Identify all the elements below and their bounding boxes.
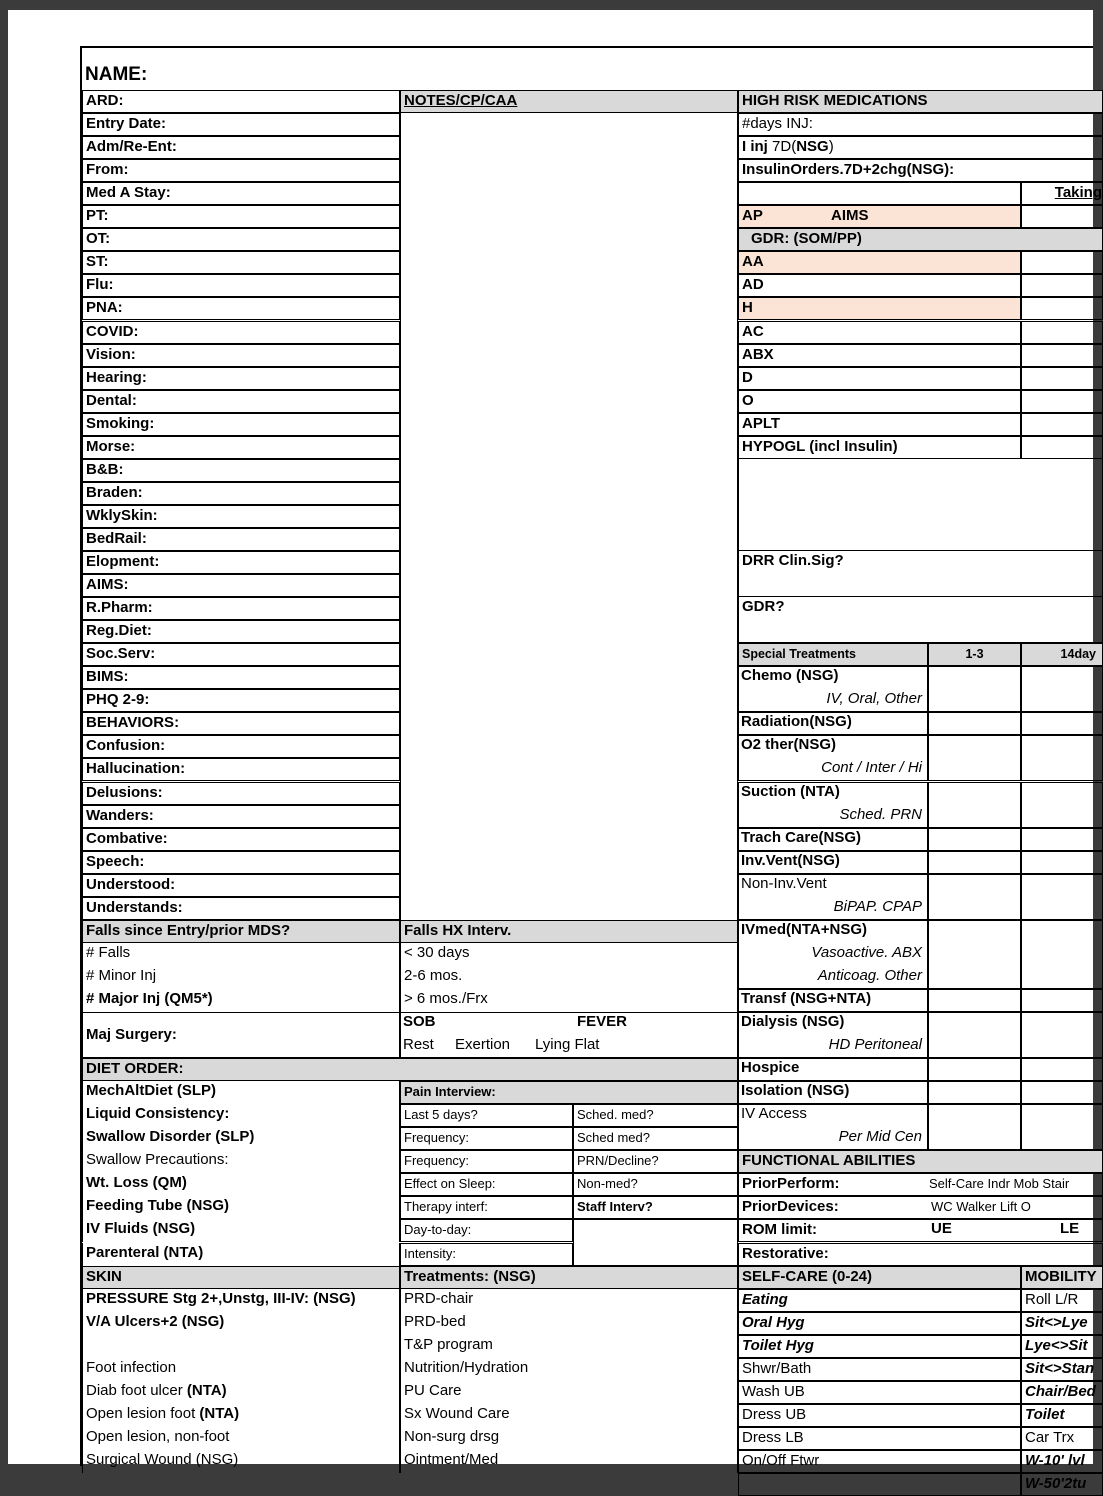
skin-open-lesion-foot <box>82 1404 400 1427</box>
pain-right-row: Non-med? <box>573 1173 738 1196</box>
hrm-blank-area <box>738 459 1103 551</box>
taking-cell <box>1021 367 1103 390</box>
pain-left-row: Effect on Sleep: <box>400 1173 573 1196</box>
dialysis-options: HD Peritoneal <box>828 1036 922 1054</box>
suction-options: Sched. PRN <box>839 805 922 823</box>
hrm-med-row: H <box>738 297 1021 320</box>
special-col-14day <box>1021 920 1103 989</box>
mobility-header: MOBILITY <box>1021 1266 1103 1289</box>
nta-tag: (NTA) <box>199 1404 240 1422</box>
iv-access-label: IV Access <box>741 1105 807 1123</box>
restorative: Restorative: <box>738 1243 1103 1266</box>
diet-row: IV Fluids (NSG) <box>82 1219 400 1242</box>
hrm-insulin-orders: InsulinOrders.7D+2chg(NSG): <box>738 159 1103 182</box>
treatment-row: Sx Wound Care <box>400 1404 738 1427</box>
field-label: Speech: <box>82 851 400 874</box>
nta-tag: (NTA) <box>186 1381 227 1399</box>
diab-foot-ulcer-text: Diab foot ulcer <box>86 1381 183 1399</box>
treatment-row: PRD-bed <box>400 1312 738 1335</box>
field-label: OT: <box>82 228 400 251</box>
hrm-med-row: AC <box>738 321 1021 344</box>
field-label: COVID: <box>82 321 400 344</box>
rom-le: LE <box>1060 1220 1080 1238</box>
sob-exertion: Exertion <box>455 1036 511 1054</box>
skin-pressure: PRESSURE Stg 2+,Unstg, III-IV: (NSG) <box>82 1289 400 1312</box>
hrm-header: HIGH RISK MEDICATIONS <box>738 90 1103 113</box>
rom-ue: UE <box>931 1220 952 1238</box>
special-col-1-3 <box>928 1081 1021 1104</box>
special-col-1-3 <box>928 989 1021 1012</box>
gdr-som-header: GDR: (SOM/PP) <box>738 228 1103 251</box>
treatments-header: Treatments: (NSG) <box>400 1266 738 1289</box>
notes-area <box>400 113 738 920</box>
field-label: PT: <box>82 205 400 228</box>
fever-label: FEVER <box>577 1013 628 1030</box>
treatment-row: T&P program <box>400 1335 738 1358</box>
pain-left-row: Last 5 days? <box>400 1104 573 1127</box>
taking-cell <box>1021 436 1103 459</box>
taking-cell <box>1021 321 1103 344</box>
treatment-row: Non-surg drsg <box>400 1427 738 1450</box>
isolation-label: Isolation (NSG) <box>741 1082 850 1100</box>
taking-cell <box>1021 344 1103 367</box>
iv-med-options-1: Vasoactive. ABX <box>811 943 922 961</box>
hrm-med-row: HYPOGL (incl Insulin) <box>738 436 1021 459</box>
falls-row: # Minor Inj <box>82 966 400 989</box>
i-inj-nsg: NSG <box>796 138 829 156</box>
pain-right-blank <box>573 1219 738 1265</box>
field-label: Hearing: <box>82 367 400 390</box>
name-label: NAME: <box>85 64 148 85</box>
self-care-header: SELF-CARE (0-24) <box>738 1266 1021 1289</box>
radiation-label: Radiation(NSG) <box>741 713 852 731</box>
diet-row: Parenteral (NTA) <box>82 1243 400 1266</box>
pain-left-row: Frequency: <box>400 1127 573 1150</box>
mobility-row: Sit<>Stan <box>1021 1358 1103 1381</box>
skin-surgical-wound: Surgical Wound (NSG) <box>82 1450 400 1473</box>
taking-cell <box>1021 274 1103 297</box>
falls-hx-row: 2-6 mos. <box>400 966 738 989</box>
diet-row: Feeding Tube (NSG) <box>82 1196 400 1219</box>
mds-worksheet <box>8 10 1102 1492</box>
hrm-med-row: O <box>738 390 1021 413</box>
pain-left-row: Day-to-day: <box>400 1219 573 1242</box>
field-label: ST: <box>82 251 400 274</box>
field-label: ARD: <box>82 90 400 113</box>
skin-diab-foot-ulcer <box>82 1381 400 1404</box>
field-label: BedRail: <box>82 528 400 551</box>
hrm-ap-row <box>738 205 1021 228</box>
drr-clin-sig: DRR Clin.Sig? <box>738 551 1103 597</box>
special-col-1-3 <box>928 782 1021 828</box>
field-label: B&B: <box>82 459 400 482</box>
field-label: Smoking: <box>82 413 400 436</box>
skin-va-ulcers: V/A Ulcers+2 (NSG) <box>82 1312 400 1335</box>
falls-hx-row: > 6 mos./Frx <box>400 989 738 1012</box>
dialysis-label: Dialysis (NSG) <box>741 1013 845 1030</box>
mobility-row: Lye<>Sit <box>1021 1335 1103 1358</box>
special-col-1-3 <box>928 712 1021 735</box>
mobility-row: Car Trx <box>1021 1427 1103 1450</box>
pain-right-row: Sched. med? <box>573 1104 738 1127</box>
self-care-row: Eating <box>738 1289 1021 1312</box>
diet-row: Swallow Precautions: <box>82 1150 400 1173</box>
pain-right-row: PRN/Decline? <box>573 1150 738 1173</box>
self-care-row: Wash UB <box>738 1381 1021 1404</box>
aims-label: AIMS <box>831 207 869 225</box>
field-label: From: <box>82 159 400 182</box>
field-label: Reg.Diet: <box>82 620 400 643</box>
prior-perform-options: Self-Care Indr Mob Stair <box>929 1176 1070 1192</box>
non-inv-vent-label: Non-Inv.Vent <box>741 874 827 892</box>
special-col-1-3 <box>928 1104 1021 1150</box>
field-label: Vision: <box>82 344 400 367</box>
iv-access-options: Per Mid Cen <box>838 1128 922 1146</box>
hrm-i-inj <box>738 136 1103 159</box>
self-care-blank <box>738 1473 1021 1496</box>
special-col-1-3 <box>928 874 1021 920</box>
mobility-row: Roll L/R <box>1021 1289 1103 1312</box>
mobility-row: W-10' lvl <box>1021 1450 1103 1473</box>
special-col-14day <box>1021 851 1103 874</box>
diet-row: Wt. Loss (QM) <box>82 1173 400 1196</box>
field-label: Flu: <box>82 274 400 297</box>
falls-row: # Major Inj (QM5*) <box>82 989 400 1012</box>
mobility-row: Chair/Bed <box>1021 1381 1103 1404</box>
hrm-days-inj: #days INJ: <box>738 113 1103 136</box>
rom-limit: ROM limit: <box>738 1219 1103 1242</box>
trach-care-label: Trach Care(NSG) <box>741 828 862 846</box>
self-care-row: Shwr/Bath <box>738 1358 1021 1381</box>
skin-foot-infection: Foot infection <box>82 1358 400 1381</box>
field-label: Braden: <box>82 482 400 505</box>
field-label: BEHAVIORS: <box>82 712 400 735</box>
special-col-1-3 <box>928 1012 1021 1058</box>
col-14day: 14day <box>1021 643 1103 666</box>
i-inj-close: ) <box>828 138 834 156</box>
field-label: PHQ 2-9: <box>82 689 400 712</box>
pain-right-row: Sched med? <box>573 1127 738 1150</box>
prior-devices: PriorDevices: <box>738 1196 1103 1219</box>
field-label: Soc.Serv: <box>82 643 400 666</box>
pain-left-row: Frequency: <box>400 1150 573 1173</box>
special-col-14day <box>1021 1104 1103 1150</box>
field-label: Morse: <box>82 436 400 459</box>
field-label: Delusions: <box>82 782 400 805</box>
self-care-row: Toilet Hyg <box>738 1335 1021 1358</box>
mobility-row: Toilet <box>1021 1404 1103 1427</box>
i-inj-label: I inj <box>742 138 768 156</box>
treatment-row: Nutrition/Hydration <box>400 1358 738 1381</box>
self-care-row: On/Off Ftwr <box>738 1450 1021 1473</box>
field-label: Dental: <box>82 390 400 413</box>
self-care-row: Dress LB <box>738 1427 1021 1450</box>
non-inv-options: BiPAP. CPAP <box>833 897 922 915</box>
outer-top-border <box>80 46 1093 48</box>
pain-left-row: Therapy interf: <box>400 1196 573 1219</box>
field-label: Understood: <box>82 874 400 897</box>
field-label: Med A Stay: <box>82 182 400 205</box>
transfusion-label: Transf (NSG+NTA) <box>741 989 872 1007</box>
mobility-row: Sit<>Lye <box>1021 1312 1103 1335</box>
open-lesion-foot-text: Open lesion foot <box>86 1404 196 1422</box>
special-col-14day <box>1021 782 1103 828</box>
field-label: AIMS: <box>82 574 400 597</box>
hrm-med-row: ABX <box>738 344 1021 367</box>
diet-row: Swallow Disorder (SLP) <box>82 1127 400 1150</box>
hrm-med-row: AD <box>738 274 1021 297</box>
special-treatments-header: Special Treatments <box>738 643 928 666</box>
chemo-options: IV, Oral, Other <box>826 690 922 708</box>
field-label: R.Pharm: <box>82 597 400 620</box>
falls-row: # Falls <box>82 943 400 966</box>
hrm-med-row: APLT <box>738 413 1021 436</box>
field-label: BIMS: <box>82 666 400 689</box>
field-label: Adm/Re-Ent: <box>82 136 400 159</box>
skin-open-lesion-nonfoot: Open lesion, non-foot <box>82 1427 400 1450</box>
field-label: Hallucination: <box>82 758 400 781</box>
hrm-med-row: D <box>738 367 1021 390</box>
special-col-14day <box>1021 1012 1103 1058</box>
o2-therapy-label: O2 ther(NSG) <box>741 736 837 754</box>
pain-left-row: Intensity: <box>400 1243 573 1266</box>
field-label: Entry Date: <box>82 113 400 136</box>
special-col-1-3 <box>928 828 1021 851</box>
col-1-3: 1-3 <box>928 643 1021 666</box>
special-col-14day <box>1021 666 1103 712</box>
special-col-14day <box>1021 874 1103 920</box>
field-label: Elopment: <box>82 551 400 574</box>
pain-interview-header: Pain Interview: <box>400 1081 738 1104</box>
special-col-14day <box>1021 712 1103 735</box>
special-col-14day <box>1021 828 1103 851</box>
hospice-label: Hospice <box>741 1059 800 1077</box>
iv-med-options-2: Anticoag. Other <box>817 966 922 984</box>
field-label: PNA: <box>82 297 400 320</box>
sob-lying-flat: Lying Flat <box>535 1036 600 1054</box>
treatment-row: Ointment/Med <box>400 1450 738 1473</box>
skin-header: SKIN <box>82 1266 400 1289</box>
o2-options: Cont / Inter / Hi <box>821 759 922 777</box>
taking-cell <box>1021 251 1103 274</box>
treatment-row: PRD-chair <box>400 1289 738 1312</box>
falls-header: Falls since Entry/prior MDS? <box>82 920 400 943</box>
hrm-blank <box>738 182 1021 205</box>
taking-cell <box>1021 390 1103 413</box>
notes-header: NOTES/CP/CAA <box>400 90 738 113</box>
taking-cell <box>1021 205 1103 228</box>
special-col-1-3 <box>928 920 1021 989</box>
falls-hx-header: Falls HX Interv. <box>400 920 738 943</box>
diet-order-header: DIET ORDER: <box>82 1058 738 1081</box>
field-label: WklySkin: <box>82 505 400 528</box>
sob-label: SOB <box>403 1013 436 1030</box>
special-col-14day <box>1021 1081 1103 1104</box>
iv-med-label: IVmed(NTA+NSG) <box>741 920 867 938</box>
maj-surgery-label: Maj Surgery: <box>82 1012 400 1058</box>
special-col-1-3 <box>928 851 1021 874</box>
functional-abilities-header: FUNCTIONAL ABILITIES <box>738 1150 1103 1173</box>
special-col-14day <box>1021 1058 1103 1081</box>
field-label: Confusion: <box>82 735 400 758</box>
special-col-1-3 <box>928 1058 1021 1081</box>
falls-hx-row: < 30 days <box>400 943 738 966</box>
skin-blank <box>82 1335 400 1358</box>
suction-label: Suction (NTA) <box>741 782 840 800</box>
prior-perform: PriorPerform: <box>738 1173 1103 1196</box>
taking-cell <box>1021 413 1103 436</box>
prior-devices-options: WC Walker Lift O <box>931 1199 1031 1215</box>
field-label: Understands: <box>82 897 400 920</box>
mobility-row: W-50'2tu <box>1021 1473 1103 1496</box>
field-label: Combative: <box>82 828 400 851</box>
chemo-label: Chemo (NSG) <box>741 667 839 685</box>
hrm-med-row: AA <box>738 251 1021 274</box>
diet-row: MechAltDiet (SLP) <box>82 1081 400 1104</box>
field-label: Wanders: <box>82 805 400 828</box>
special-col-14day <box>1021 735 1103 781</box>
taking-cell <box>1021 297 1103 320</box>
sob-rest: Rest <box>403 1036 434 1054</box>
taking-header: Taking <box>1021 182 1103 205</box>
special-col-14day <box>1021 989 1103 1012</box>
pain-right-row: Staff Interv? <box>573 1196 738 1219</box>
ap-label: AP <box>742 207 763 225</box>
treatment-row: PU Care <box>400 1381 738 1404</box>
self-care-row: Dress UB <box>738 1404 1021 1427</box>
i-inj-7d: 7D( <box>772 138 797 156</box>
gdr-question: GDR? <box>738 597 1103 643</box>
inv-vent-label: Inv.Vent(NSG) <box>741 851 840 869</box>
self-care-row: Oral Hyg <box>738 1312 1021 1335</box>
diet-row: Liquid Consistency: <box>82 1104 400 1127</box>
special-col-1-3 <box>928 735 1021 781</box>
special-col-1-3 <box>928 666 1021 712</box>
